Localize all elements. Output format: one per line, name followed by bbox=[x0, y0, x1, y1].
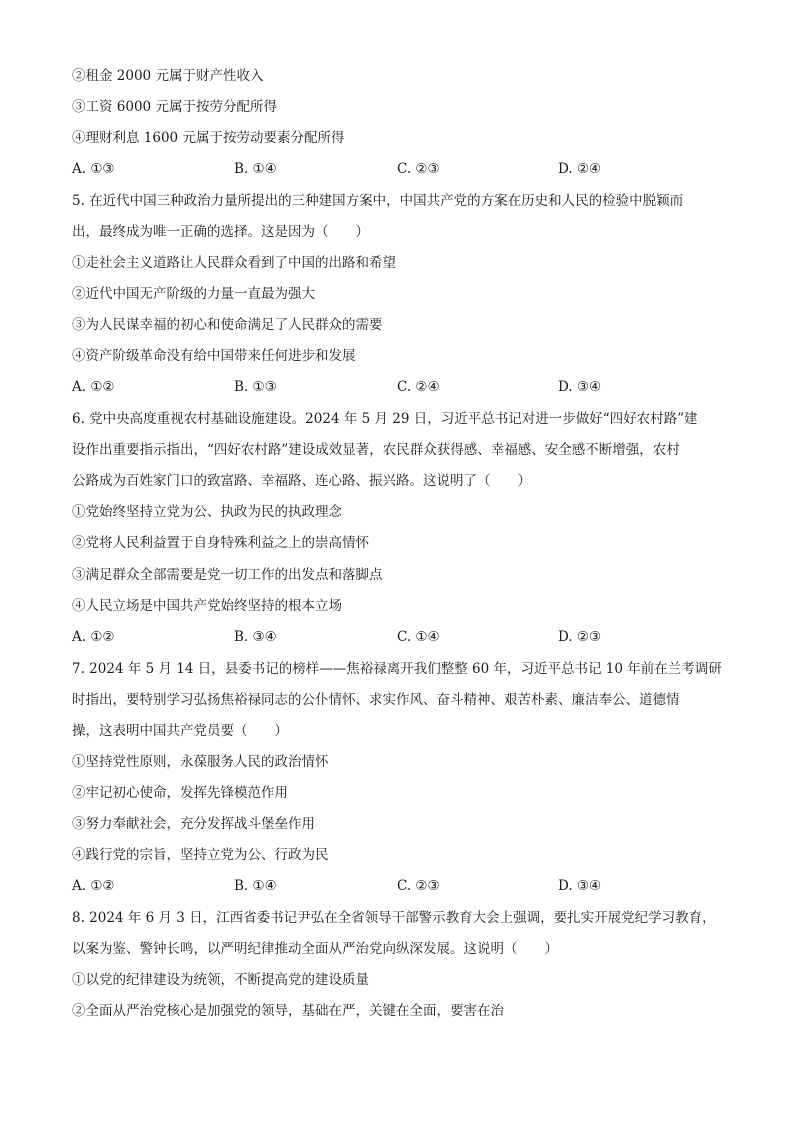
q6-option-a: A. ①② bbox=[72, 629, 115, 645]
q6-item-2: ②党将人民利益置于自身特殊利益之上的崇高情怀 bbox=[72, 535, 369, 551]
q4-option-c: C. ②③ bbox=[397, 161, 440, 177]
q5-stem-line-2: 出，最终成为唯一正确的选择。这是因为（ ） bbox=[72, 224, 369, 240]
q7-option-a: A. ①② bbox=[72, 878, 115, 894]
q8-item-1: ①以党的纪律建设为统领，不断提高党的建设质量 bbox=[72, 972, 369, 988]
q7-item-1: ①坚持党性原则，永葆服务人民的政治情怀 bbox=[72, 754, 329, 770]
q7-option-c: C. ②③ bbox=[397, 878, 440, 894]
q5-item-1: ①走社会主义道路让人民群众看到了中国的出路和希望 bbox=[72, 255, 396, 271]
q7-stem-line-3: 操，这表明中国共产党员要（ ） bbox=[72, 723, 288, 739]
q6-item-4: ④人民立场是中国共产党始终坚持的根本立场 bbox=[72, 598, 342, 614]
q7-item-3: ③努力奉献社会，充分发挥战斗堡垒作用 bbox=[72, 816, 315, 832]
q4-item-3: ③工资 6000 元属于按劳分配所得 bbox=[72, 99, 277, 115]
q4-option-d: D. ②④ bbox=[558, 161, 602, 177]
q6-item-3: ③满足群众全部需要是党一切工作的出发点和落脚点 bbox=[72, 567, 383, 583]
q4-item-4: ④理财利息 1600 元属于按劳动要素分配所得 bbox=[72, 130, 345, 146]
q6-stem-line-2: 设作出重要指示指出，“四好农村路”建设成效显著，农民群众获得感、幸福感、安全感不断增强，农村 bbox=[72, 442, 680, 458]
q6-stem-line-1: 6. 党中央高度重视农村基础设施建设。2024 年 5 月 29 日，习近平总书记对进一步做好“四好农村路”建 bbox=[72, 411, 698, 427]
q4-option-a: A. ①③ bbox=[72, 161, 115, 177]
q4-option-b: B. ①④ bbox=[234, 161, 277, 177]
q7-stem-line-2: 时指出，要特别学习弘扬焦裕禄同志的公仆情怀、求实作风、奋斗精神、艰苦朴素、廉洁奉公、道德情 bbox=[72, 692, 680, 708]
q7-item-2: ②牢记初心使命，发挥先锋模范作用 bbox=[72, 785, 288, 801]
q6-options bbox=[72, 627, 732, 647]
q6-option-c: C. ①④ bbox=[397, 629, 440, 645]
q7-option-b: B. ①④ bbox=[234, 878, 277, 894]
q4-options bbox=[72, 159, 732, 179]
q5-option-a: A. ①② bbox=[72, 379, 115, 395]
q5-option-c: C. ②④ bbox=[397, 379, 440, 395]
q6-stem-line-3: 公路成为百姓家门口的致富路、幸福路、连心路、振兴路。这说明了（ ） bbox=[72, 473, 531, 489]
q5-stem-line-1: 5. 在近代中国三种政治力量所提出的三种建国方案中，中国共产党的方案在历史和人民的检验中脱颖而 bbox=[72, 193, 684, 209]
q7-stem-line-1: 7. 2024 年 5 月 14 日，县委书记的榜样——焦裕禄离开我们整整 60 年，习近平总书记 10 年前在兰考调研 bbox=[72, 661, 722, 677]
q6-option-b: B. ③④ bbox=[234, 629, 277, 645]
q5-item-4: ④资产阶级革命没有给中国带来任何进步和发展 bbox=[72, 348, 356, 364]
q8-item-2: ②全面从严治党核心是加强党的领导，基础在严，关键在全面，要害在治 bbox=[72, 1003, 504, 1019]
q5-option-b: B. ①③ bbox=[234, 379, 277, 395]
q4-item-2: ②租金 2000 元属于财产性收入 bbox=[72, 68, 264, 84]
q6-item-1: ①党始终坚持立党为公、执政为民的执政理念 bbox=[72, 504, 342, 520]
q8-stem-line-2: 以案为鉴、警钟长鸣，以严明纪律推动全面从严治党向纵深发展。这说明（ ） bbox=[72, 941, 558, 957]
q7-item-4: ④践行党的宗旨，坚持立党为公、行政为民 bbox=[72, 847, 329, 863]
q5-item-2: ②近代中国无产阶级的力量一直最为强大 bbox=[72, 286, 315, 302]
q7-options bbox=[72, 876, 732, 896]
q5-options bbox=[72, 377, 732, 397]
q5-option-d: D. ③④ bbox=[558, 379, 602, 395]
q7-option-d: D. ③④ bbox=[558, 878, 602, 894]
q6-option-d: D. ②③ bbox=[558, 629, 602, 645]
q5-item-3: ③为人民谋幸福的初心和使命满足了人民群众的需要 bbox=[72, 317, 383, 333]
q8-stem-line-1: 8. 2024 年 6 月 3 日，江西省委书记尹弘在全省领导干部警示教育大会上强调，要扎实开展党纪学习教育， bbox=[72, 910, 716, 926]
